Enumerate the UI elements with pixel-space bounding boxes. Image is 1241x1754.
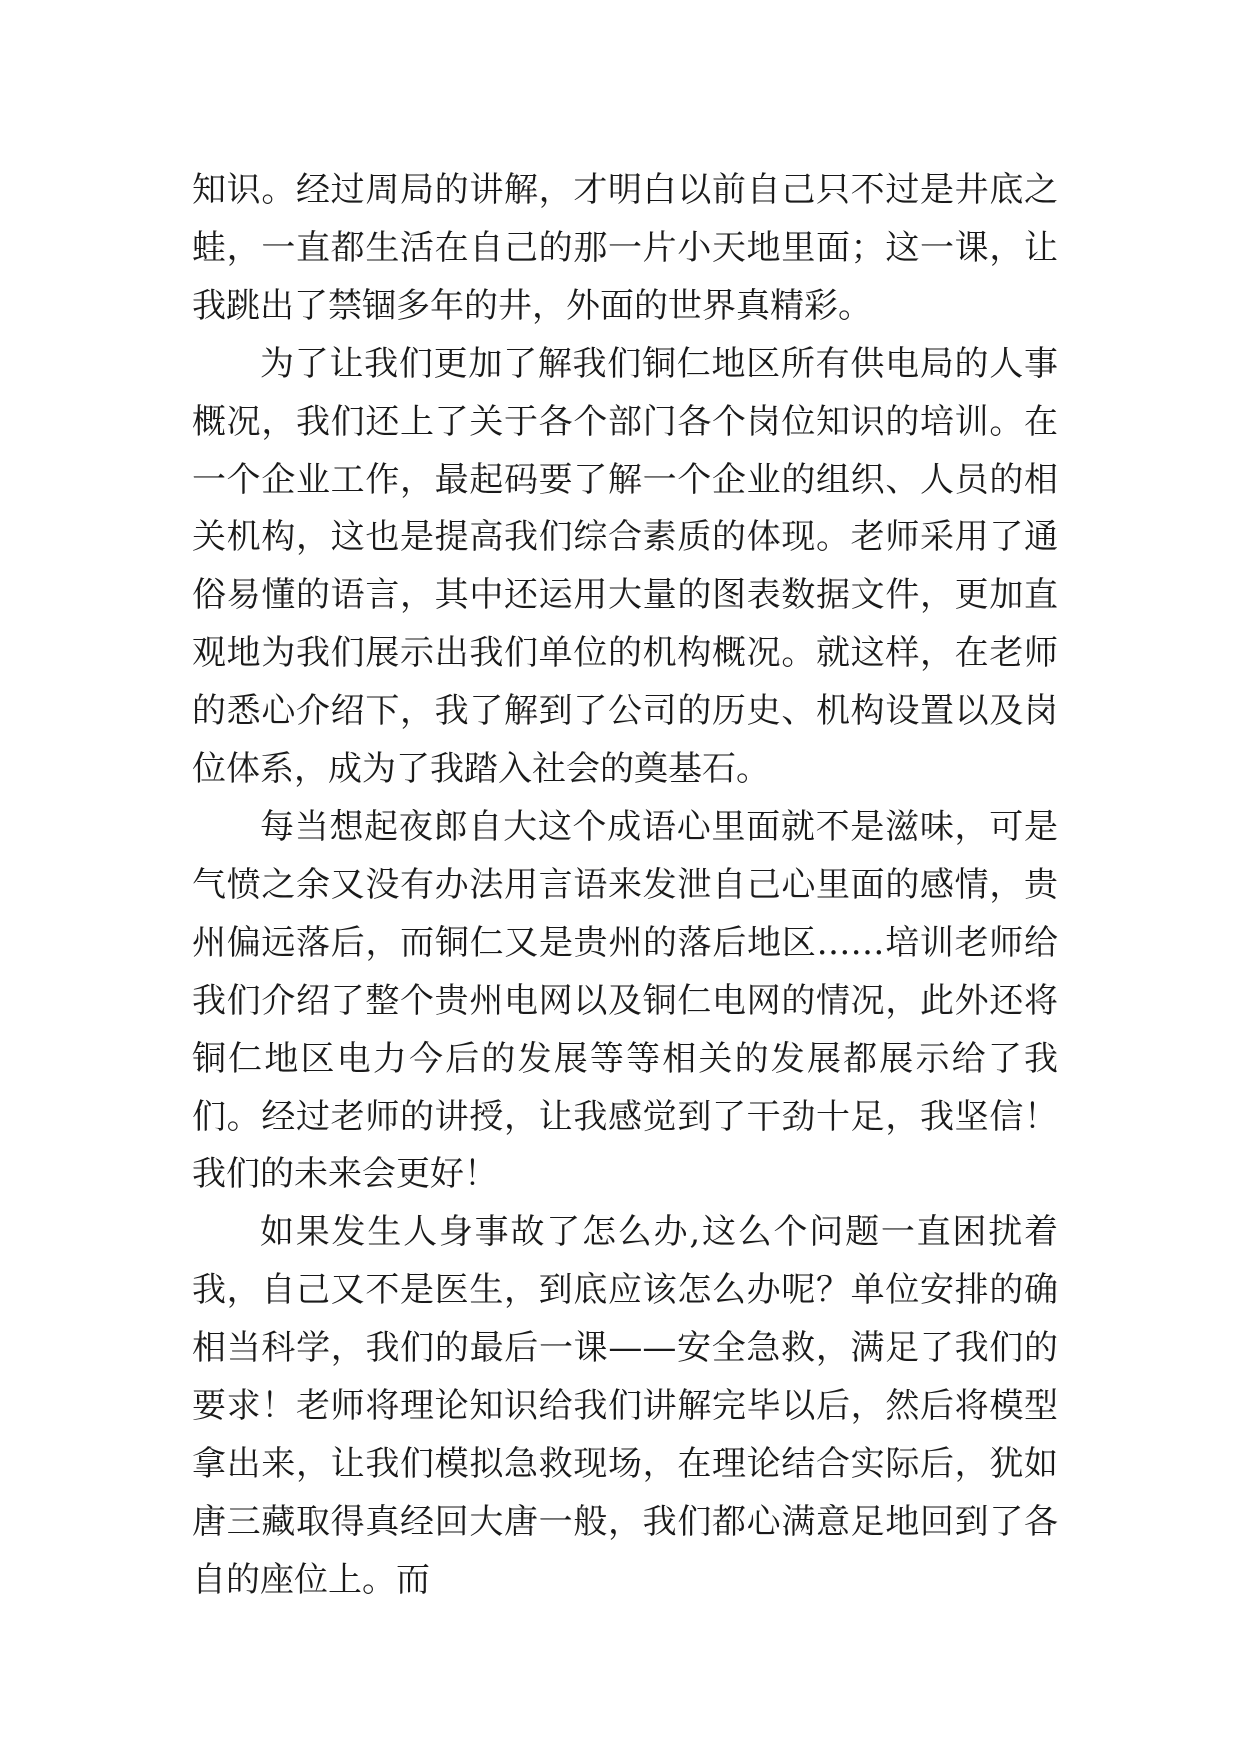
paragraph-3: 每当想起夜郎自大这个成语心里面就不是滋味，可是气愤之余又没有办法用言语来发泄自己心里面的感情，贵州偏远落后，而铜仁又是贵州的落后地区……培训老师给我们介绍了整个贵州电网以及铜仁电网的情况，此外还将铜仁地区电力今后的发展等等相关的发展都展示给了我们。经过老师的讲授，让我感觉到了干劲十足，我坚信！我们的未来会更好！ bbox=[192, 806, 1058, 1195]
paragraph-2: 为了让我们更加了解我们铜仁地区所有供电局的人事概况，我们还上了关于各个部门各个岗位知识的培训。在一个企业工作，最起码要了解一个企业的组织、人员的相关机构，这也是提高我们综合素质的体现。老师采用了通俗易懂的语言，其中还运用大量的图表数据文件，更加直观地为我们展示出我们单位的机构概况。就这样，在老师的悉心介绍下，我了解到了公司的历史、机构设置以及岗位体系，成为了我踏入社会的奠基石。 bbox=[192, 343, 1058, 790]
paragraph-4: 如果发生人身事故了怎么办,这么个问题一直困扰着我，自己又不是医生，到底应该怎么办呢？单位安排的确相当科学，我们的最后一课——安全急救，满足了我们的要求！老师将理论知识给我们讲解完毕以后，然后将模型拿出来，让我们模拟急救现场，在理论结合实际后，犹如唐三藏取得真经回大唐一般，我们都心满意足地回到了各自的座位上。而 bbox=[192, 1212, 1058, 1600]
body-text bbox=[192, 162, 1058, 1610]
paragraph-1: 知识。经过周局的讲解，才明白以前自己只不过是井底之蛙，一直都生活在自己的那一片小天地里面；这一课，让我跳出了禁锢多年的井，外面的世界真精彩。 bbox=[192, 170, 1058, 326]
